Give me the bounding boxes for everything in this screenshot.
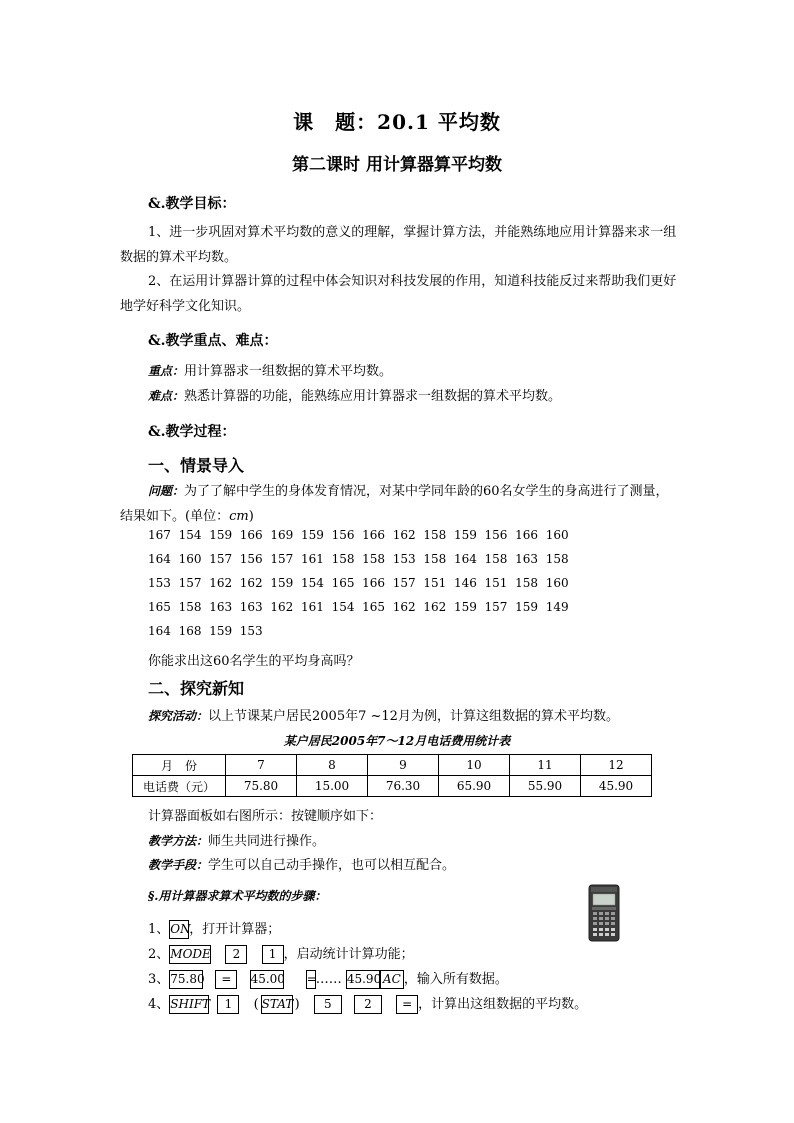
heights-row-1 [148, 528, 576, 552]
fee-cell: 45.90 [581, 776, 652, 797]
section-process-heading: &.教学过程： [148, 424, 236, 440]
difficulty-line [148, 385, 561, 404]
step-1 [148, 918, 280, 939]
fee-cell: 65.90 [439, 776, 510, 797]
heights-row-2 [148, 552, 576, 576]
height-value: 154 [331, 600, 355, 614]
height-value: 168 [178, 624, 202, 638]
height-value: 159 [270, 576, 294, 590]
step-3-text: ，输入所有数据。 [403, 972, 508, 987]
equals-key: = [306, 970, 316, 989]
height-value: 161 [300, 552, 324, 566]
height-value: 158 [545, 552, 569, 566]
method-label: 教学方法： [148, 834, 209, 848]
digit-1-key: 1 [217, 995, 239, 1014]
unit-close: ) [248, 508, 254, 524]
step-1-text: ，打开计算器； [189, 922, 281, 937]
digit-1-key: 1 [262, 945, 284, 964]
digit-2-key: 2 [225, 945, 247, 964]
height-value: 157 [270, 552, 294, 566]
focus-text: 用计算器求一组数据的算术平均数。 [184, 364, 393, 379]
height-value: 153 [148, 576, 171, 590]
height-value: 159 [515, 600, 539, 614]
height-value: 166 [515, 528, 539, 542]
question-paragraph [120, 479, 680, 529]
ac-key: AC [380, 970, 404, 989]
month-cell: 11 [510, 755, 581, 776]
step-2-text: ，启动统计计算功能； [283, 947, 414, 962]
height-value: 157 [178, 576, 202, 590]
value-7580-key: 75.80 [169, 970, 203, 989]
height-value: 162 [270, 600, 294, 614]
height-value: 157 [484, 600, 508, 614]
height-value: 164 [453, 552, 477, 566]
fee-cell: 76.30 [368, 776, 439, 797]
lesson-title: 课 题：20.1 平均数 [293, 110, 501, 134]
height-value: 164 [148, 624, 171, 638]
height-value: 165 [362, 600, 386, 614]
stat-key: STAT [261, 995, 293, 1014]
height-value: 151 [484, 576, 508, 590]
ellipsis: …… [315, 972, 342, 987]
month-cell: 10 [439, 755, 510, 776]
means-text: 学生可以自己动手操作，也可以相互配合。 [208, 858, 456, 873]
height-value: 157 [209, 552, 233, 566]
height-value: 162 [392, 600, 416, 614]
height-value: 166 [362, 576, 386, 590]
height-value: 167 [148, 528, 171, 542]
activity-text: 以上节课某户居民2005年7 ~12月为例，计算这组数据的算术平均数。 [208, 709, 619, 724]
difficulty-text: 熟悉计算器的功能，能熟练应用计算器求一组数据的算术平均数。 [184, 389, 562, 404]
section-goals-heading: &.教学目标： [148, 196, 236, 212]
height-value: 158 [515, 576, 539, 590]
fee-cell: 75.80 [226, 776, 297, 797]
height-value: 156 [331, 528, 355, 542]
paren-open: ( [253, 997, 259, 1012]
step-1-prefix: 1、 [148, 922, 170, 937]
height-value: 164 [148, 552, 171, 566]
step-2-prefix: 2、 [148, 947, 170, 962]
section-key-points-heading: &.教学重点、难点： [148, 333, 278, 349]
unit-text: cm [229, 508, 249, 524]
height-value: 165 [148, 600, 171, 614]
height-value: 163 [515, 552, 539, 566]
fee-cell: 55.90 [510, 776, 581, 797]
height-value: 158 [423, 528, 447, 542]
height-value: 162 [239, 576, 263, 590]
month-cell: 9 [368, 755, 439, 776]
shift-key: SHIFT [169, 995, 209, 1014]
height-value: 158 [484, 552, 508, 566]
value-4590-key: 45.90 [346, 970, 380, 989]
height-value: 166 [362, 528, 386, 542]
height-value: 156 [484, 528, 508, 542]
month-cell: 7 [226, 755, 297, 776]
activity-label: 探究活动： [148, 709, 209, 723]
height-value: 160 [178, 552, 202, 566]
goal-1: 1、进一步巩固对算术平均数的意义的理解，掌握计算方法，并能熟练地应用计算器来求一组数据的算术平均数。 [120, 225, 677, 265]
step-4-text: ，计算出这组数据的平均数。 [418, 997, 588, 1012]
fee-header: 电话费（元） [133, 776, 226, 797]
height-value: 163 [239, 600, 263, 614]
height-value: 159 [209, 528, 233, 542]
height-value: 146 [453, 576, 477, 590]
month-header: 月 份 [133, 755, 226, 776]
calculator-icon [588, 884, 620, 942]
equals-key: = [396, 995, 418, 1014]
height-value: 162 [392, 528, 416, 542]
question-text: 为了了解中学生的身体发育情况，对某中学同年龄的60名女学生的身高进行了测量，结果如下。(单位： [120, 484, 669, 524]
means-label: 教学手段： [148, 858, 209, 872]
month-cell: 12 [581, 755, 652, 776]
height-value: 166 [239, 528, 263, 542]
height-value: 158 [331, 552, 355, 566]
activity-line [148, 705, 619, 724]
height-value: 153 [239, 624, 263, 638]
goal-2: 2、在运用计算器计算的过程中体会知识对科技发展的作用，知道科技能反过来帮助我们更好地学好科学文化知识。 [120, 274, 677, 314]
on-key: ON [169, 920, 189, 939]
step-3 [148, 968, 508, 989]
lesson-subtitle: 第二课时 用计算器算平均数 [292, 155, 502, 175]
digit-5-key: 5 [314, 995, 342, 1014]
method-text: 师生共同进行操作。 [208, 834, 326, 849]
method-line [148, 830, 325, 849]
means-line [148, 854, 455, 873]
question-label: 问题： [148, 484, 185, 498]
height-value: 159 [453, 600, 477, 614]
panel-text: 计算器面板如右图所示：按键顺序如下： [148, 809, 383, 824]
height-value: 169 [270, 528, 294, 542]
difficulty-label: 难点： [148, 389, 185, 403]
height-value: 158 [423, 552, 447, 566]
table-row [133, 755, 652, 776]
average-question: 你能求出这60名学生的平均身高吗？ [148, 654, 360, 669]
value-4500-key: 45.00 [250, 970, 284, 989]
height-value: 154 [300, 576, 324, 590]
step-2 [148, 943, 414, 964]
height-value: 159 [209, 624, 233, 638]
height-value: 153 [392, 552, 416, 566]
focus-label: 重点： [148, 364, 185, 378]
height-value: 149 [545, 600, 569, 614]
height-value: 151 [423, 576, 447, 590]
height-value: 159 [453, 528, 477, 542]
height-value: 154 [178, 528, 202, 542]
month-cell: 8 [297, 755, 368, 776]
steps-heading: §.用计算器求算术平均数的步骤： [148, 889, 327, 903]
part2-heading: 二、探究新知 [148, 679, 245, 698]
step-4 [148, 993, 587, 1014]
height-value: 160 [545, 528, 569, 542]
equals-key: = [215, 970, 237, 989]
fee-cell: 15.00 [297, 776, 368, 797]
heights-data [148, 528, 576, 648]
focus-line [148, 360, 392, 379]
step-4-prefix: 4、 [148, 997, 170, 1012]
height-value: 156 [239, 552, 263, 566]
mode-key: MODE [169, 945, 211, 964]
height-value: 160 [545, 576, 569, 590]
table-caption: 某户居民2005年7～12月电话费用统计表 [283, 734, 511, 748]
height-value: 158 [362, 552, 386, 566]
part1-heading: 一、情景导入 [148, 456, 245, 475]
step-3-prefix: 3、 [148, 972, 170, 987]
height-value: 165 [331, 576, 355, 590]
height-value: 159 [300, 528, 324, 542]
height-value: 162 [423, 600, 447, 614]
phone-fee-table [132, 754, 652, 797]
height-value: 163 [209, 600, 233, 614]
table-row [133, 776, 652, 797]
heights-row-5 [148, 624, 576, 648]
height-value: 162 [209, 576, 233, 590]
digit-2-key: 2 [354, 995, 382, 1014]
heights-row-4 [148, 600, 576, 624]
heights-row-3 [148, 576, 576, 600]
height-value: 158 [178, 600, 202, 614]
height-value: 161 [300, 600, 324, 614]
height-value: 157 [392, 576, 416, 590]
paren-close: ) [294, 997, 300, 1012]
